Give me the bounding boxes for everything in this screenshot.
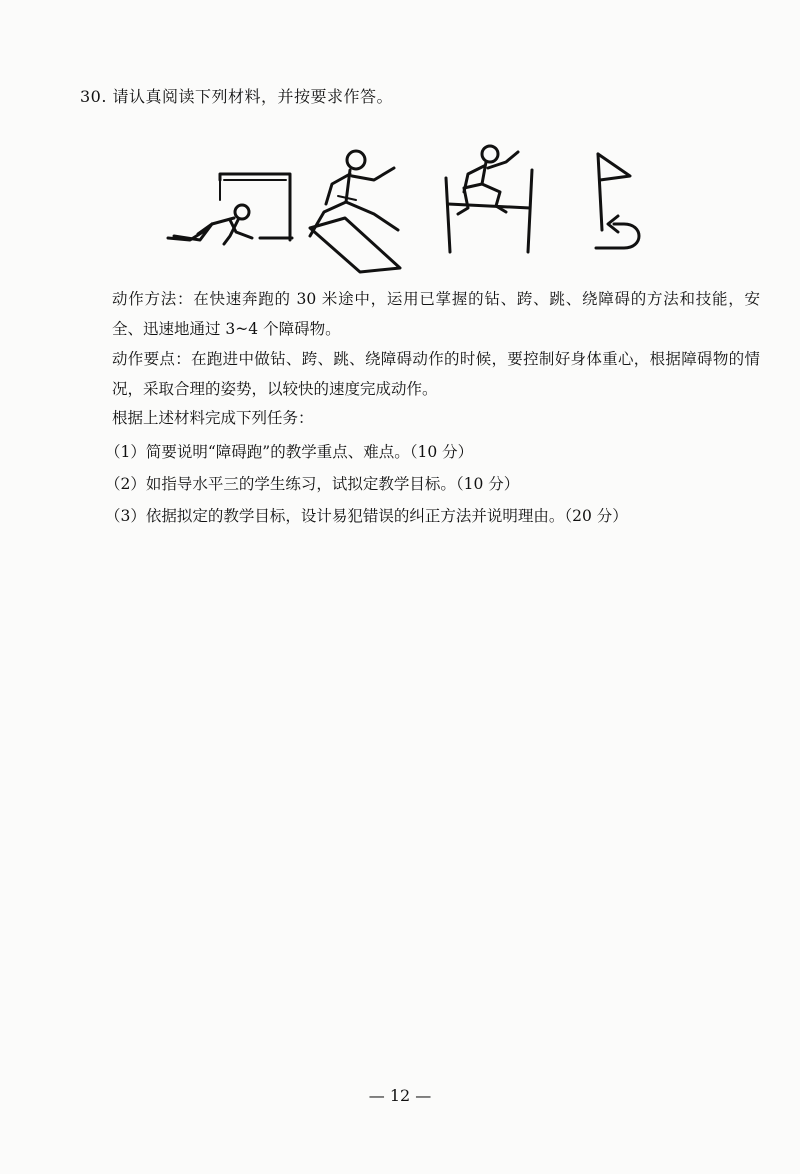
obstacle-illustration: [160, 140, 660, 275]
flag-turn-icon: [596, 154, 639, 248]
question-title: 30. 请认真阅读下列材料，并按要求作答。: [80, 87, 394, 106]
material-method: [80, 284, 760, 344]
task-item-2: （2）如指导水平三的学生练习，试拟定教学目标。（10 分）: [105, 475, 520, 493]
stride-over-icon: [310, 151, 400, 272]
page-number: — 12 —: [368, 1086, 432, 1105]
task-item-3: （3）依据拟定的教学目标，设计易犯错误的纠正方法并说明理由。（20 分）: [105, 507, 628, 525]
crawl-under-icon: [168, 174, 292, 244]
jump-over-icon: [446, 146, 532, 252]
task-item-1: （1）简要说明“障碍跑”的教学重点、难点。（10 分）: [105, 443, 474, 461]
method-text: 动作方法：在快速奔跑的 30 米途中，运用已掌握的钻、跨、跳、绕障碍的方法和技能，安全、迅速地通过 3~4 个障碍物。: [112, 290, 760, 338]
material-key-points: [80, 344, 760, 404]
key-points-text: 动作要点：在跑进中做钻、跨、跳、绕障碍动作的时候，要控制好身体重心，根据障碍物的情况，采取合理的姿势，以较快的速度完成动作。: [112, 350, 760, 398]
tasks-intro: 根据上述材料完成下列任务：: [112, 409, 314, 427]
